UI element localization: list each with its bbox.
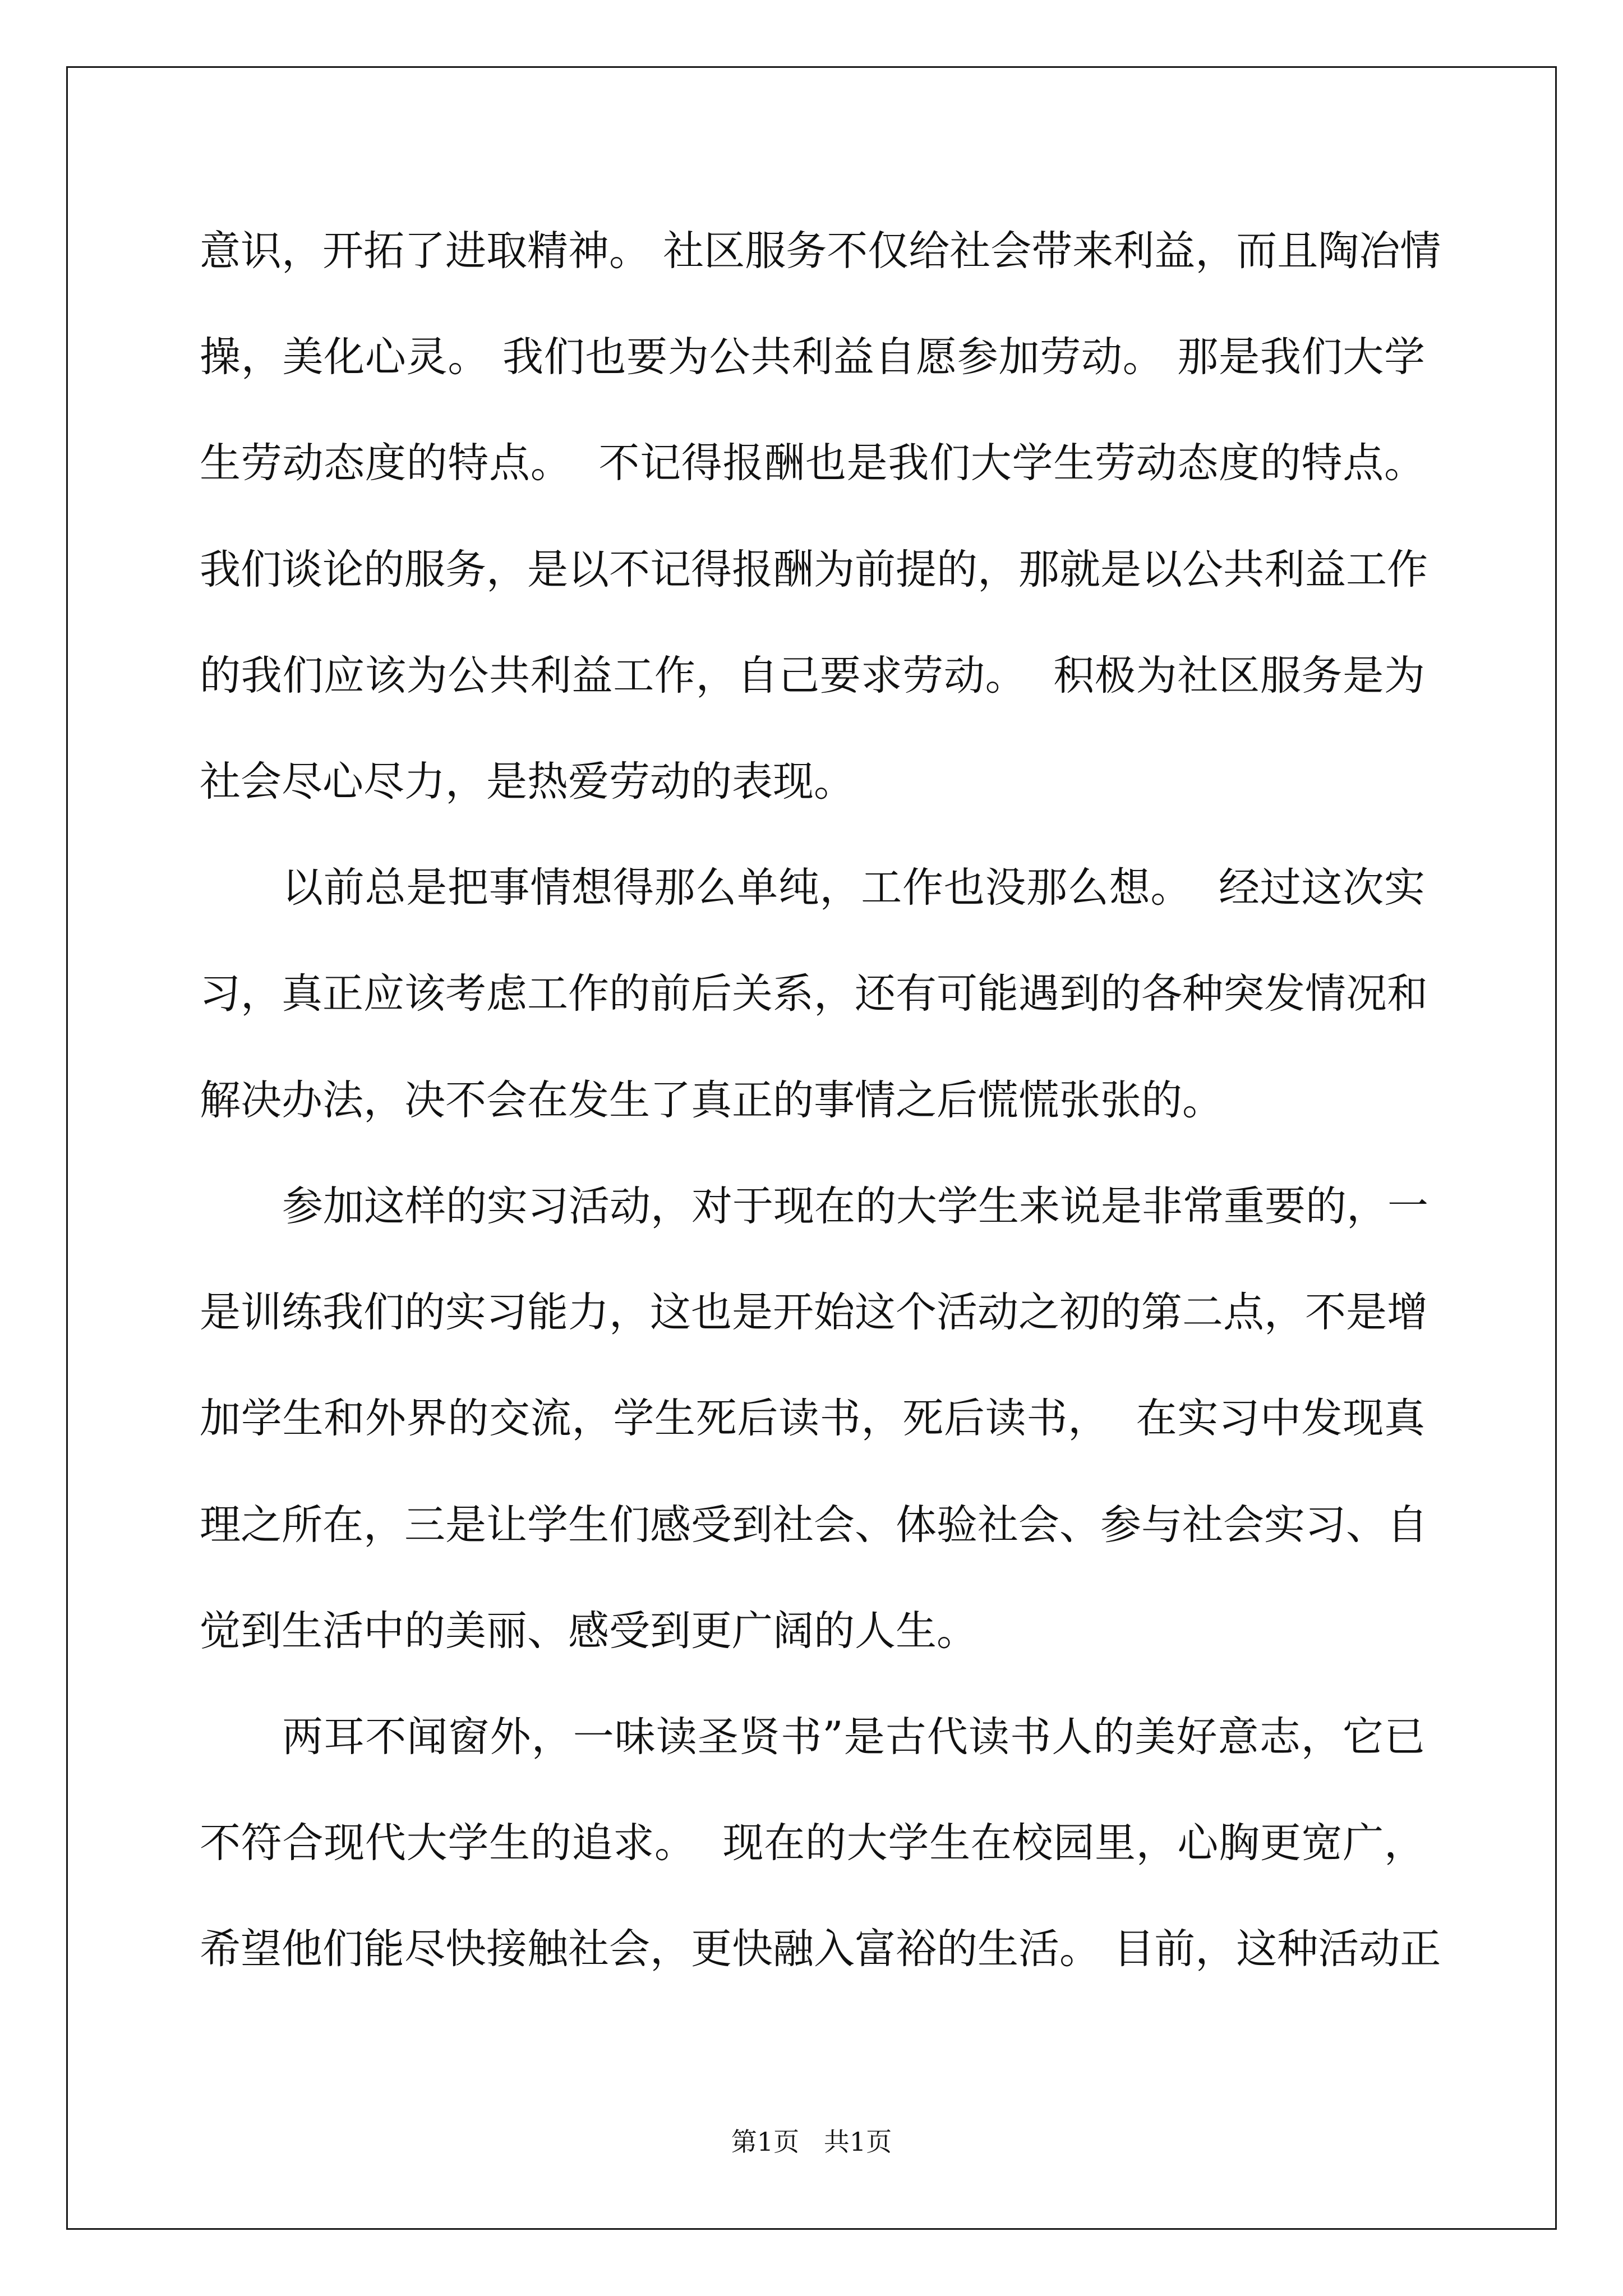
text-line: 希望他们能尽快接触社会，更快融入富裕的生活。 目前，这种活动正 [200,1925,1441,1973]
paragraph-first-line: 以前总是把事情想得那么单纯，工作也没那么想。 经过这次实 [282,864,1425,912]
text-line: 习，真正应该考虑工作的前后关系，还有可能遇到的各种突发情况和 [200,970,1428,1018]
page-border [66,66,1557,2230]
text-line: 不符合现代大学生的追求。 现在的大学生在校园里，心胸更宽广， [200,1819,1425,1867]
text-line: 的我们应该为公共利益工作，自己要求劳动。 积极为社区服务是为 [200,652,1425,700]
text-line: 意识，开拓了进取精神。 社区服务不仅给社会带来利益，而且陶冶情 [200,227,1441,275]
text-line: 社会尽心尽力，是热爱劳动的表现。 [200,758,855,806]
paragraph-first-line: 两耳不闻窗外，一味读圣贤书”是古代读书人的美好意志，它已 [282,1713,1425,1761]
text-line: 觉到生活中的美丽、感受到更广阔的人生。 [200,1607,978,1655]
paragraph-first-line: 参加这样的实习活动，对于现在的大学生来说是非常重要的，一 [282,1182,1428,1230]
text-line: 是训练我们的实习能力，这也是开始这个活动之初的第二点，不是增 [200,1289,1428,1336]
text-line: 生劳动态度的特点。 不记得报酬也是我们大学生劳动态度的特点。 [200,439,1425,487]
text-line: 理之所在，三是让学生们感受到社会、体验社会、参与社会实习、自 [200,1501,1428,1549]
page-footer: 第1页 共1页 [731,2127,892,2157]
text-line: 解决办法，决不会在发生了真正的事情之后慌慌张张的。 [200,1076,1223,1124]
text-line: 操，美化心灵。 我们也要为公共利益自愿参加劳动。 那是我们大学 [200,333,1425,381]
text-line: 我们谈论的服务，是以不记得报酬为前提的，那就是以公共利益工作 [200,546,1428,593]
text-line: 加学生和外界的交流，学生死后读书，死后读书， 在实习中发现真 [200,1395,1425,1442]
